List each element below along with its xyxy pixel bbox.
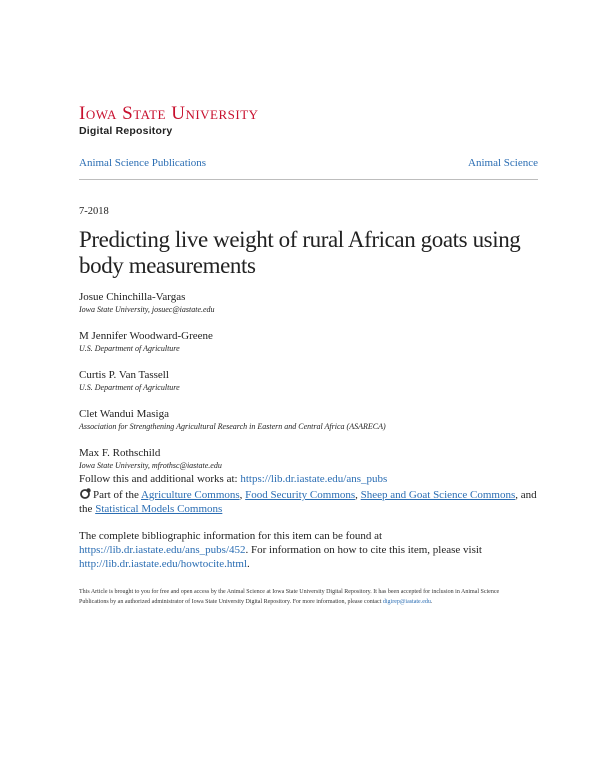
author-name: Curtis P. Van Tassell bbox=[79, 369, 169, 381]
item-link[interactable]: https://lib.dr.iastate.edu/ans_pubs/452 bbox=[79, 544, 246, 556]
logo-subtitle: Digital Repository bbox=[79, 125, 173, 137]
commons-link-sheep-goat[interactable]: Sheep and Goat Science Commons bbox=[360, 489, 516, 501]
biblio-text: The complete bibliographic information for this item can be found at bbox=[79, 530, 383, 542]
footer-text: This Article is brought to you for free and open access by the Animal Science at Iowa State University Digital Repository. It has been accepted for inclusion in Animal Science Publications by an authorized administrator of Iowa State University Digital Repository. For more information, please contact bbox=[79, 589, 500, 605]
footer-end: . bbox=[430, 599, 433, 605]
author-affiliation: Iowa State University, mfrothsc@iastate.edu bbox=[79, 461, 222, 470]
top-nav bbox=[79, 157, 538, 169]
bibliographic-info bbox=[79, 529, 519, 571]
author-name: M Jennifer Woodward-Greene bbox=[79, 330, 213, 342]
author-entry bbox=[79, 407, 539, 432]
university-logo bbox=[79, 104, 259, 137]
howtocite-link[interactable]: http://lib.dr.iastate.edu/howtocite.html bbox=[79, 558, 248, 570]
commons-link-statistical-models[interactable]: Statistical Models Commons bbox=[95, 503, 223, 515]
contact-email-link[interactable]: digirep@iastate.edu bbox=[382, 599, 431, 605]
author-entry bbox=[79, 290, 539, 315]
part-of-line bbox=[79, 488, 549, 516]
part-of-sep: , bbox=[515, 489, 519, 501]
part-of-sep: , bbox=[355, 489, 361, 501]
header-divider bbox=[79, 179, 538, 180]
author-name: Clet Wandui Masiga bbox=[79, 408, 169, 420]
author-affiliation: Association for Strengthening Agricultural Research in Eastern and Central Africa (ASARECA) bbox=[79, 422, 386, 431]
biblio-end: . bbox=[247, 558, 250, 570]
commons-link-food-security[interactable]: Food Security Commons bbox=[245, 489, 356, 501]
author-name: Max F. Rothschild bbox=[79, 447, 161, 459]
author-affiliation: U.S. Department of Agriculture bbox=[79, 344, 180, 353]
logo-title: Iowa State University bbox=[79, 103, 259, 124]
paper-title: Predicting live weight of rural African goats using body measurements bbox=[79, 227, 521, 278]
biblio-text: . For information on how to cite this item, please visit bbox=[245, 544, 482, 556]
part-of-and: and the bbox=[79, 489, 537, 515]
follow-link[interactable]: https://lib.dr.iastate.edu/ans_pubs bbox=[240, 473, 388, 485]
nav-link-department[interactable]: Animal Science bbox=[468, 157, 538, 169]
author-entry bbox=[79, 329, 539, 354]
author-name: Josue Chinchilla-Vargas bbox=[79, 291, 186, 303]
part-of-prefix: Part of the bbox=[93, 489, 141, 501]
author-entry bbox=[79, 368, 539, 393]
publication-date: 7-2018 bbox=[79, 206, 109, 217]
commons-link-agriculture[interactable]: Agriculture Commons bbox=[140, 489, 240, 501]
network-icon bbox=[79, 488, 91, 500]
nav-link-publications[interactable]: Animal Science Publications bbox=[79, 157, 207, 169]
author-affiliation: U.S. Department of Agriculture bbox=[79, 383, 180, 392]
part-of-sep: , bbox=[239, 489, 246, 501]
author-entry bbox=[79, 446, 539, 471]
author-list bbox=[79, 290, 539, 485]
follow-line bbox=[79, 473, 387, 485]
author-affiliation: Iowa State University, josuec@iastate.edu bbox=[79, 305, 215, 314]
footer-notice bbox=[79, 587, 519, 607]
follow-text: Follow this and additional works at: bbox=[79, 473, 241, 485]
